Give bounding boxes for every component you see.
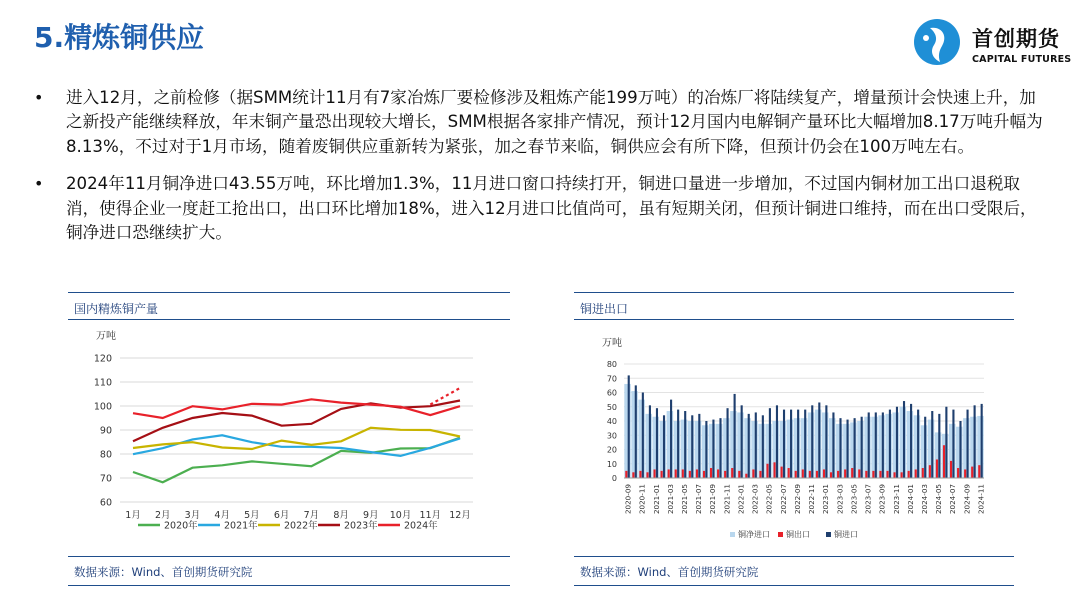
panel-divider [574,585,1014,586]
bar-export [774,462,776,478]
x-tick-label: 2月 [154,510,171,521]
legend-swatch [730,532,735,537]
bar-export [886,471,888,478]
bar-net-import [645,414,651,478]
bar-net-import [836,424,842,478]
bar-import [684,411,686,478]
bar-import [726,408,728,478]
bar-net-import [871,417,877,478]
bar-net-import [857,421,863,478]
bar-export [894,472,896,478]
x-tick-label: 2021-05 [680,484,689,515]
panel-divider [574,556,1014,557]
bar-import [804,410,806,478]
x-tick-label: 1月 [125,510,141,521]
refined-copper-line-chart [68,320,510,556]
bar-export [646,472,648,478]
x-tick-label: 2022-01 [736,484,746,515]
bar-import [846,420,848,478]
legend-label: 2021年 [224,520,258,532]
x-tick-label: 2022-05 [764,484,774,515]
copper-trade-bar-chart [574,320,1014,556]
x-tick-label: 2022-03 [750,484,760,515]
bar-net-import [808,412,814,478]
bar-export [703,471,705,478]
bar-export [823,469,825,478]
bar-export [830,472,832,478]
logo-chinese-name: 首创期货 [972,27,1060,51]
bar-export [809,471,811,478]
y-tick-label: 60 [606,388,617,398]
y-tick-label: 80 [606,360,617,369]
bar-export [752,469,754,478]
bar-net-import [638,400,644,478]
bar-import [712,420,714,478]
x-tick-label: 2021-03 [665,484,675,515]
x-tick-label: 2022-09 [792,484,802,515]
x-tick-label: 11月 [419,510,442,521]
bar-export [696,469,698,478]
bar-net-import [935,432,941,478]
y-tick-label: 120 [93,353,112,365]
x-tick-label: 2021-07 [694,484,704,515]
bar-net-import [850,422,856,478]
bar-import [790,410,792,478]
legend-label: 铜净进口 [738,530,770,539]
y-tick-label: 50 [606,402,617,412]
page-title: 5.精炼铜供应 [34,21,205,54]
bar-import [783,410,785,478]
bar-export [632,472,634,478]
bar-import [818,402,820,478]
x-tick-label: 2021-09 [708,484,718,515]
bar-export [759,471,761,478]
bar-export [717,469,719,478]
source-note: 数据来源：Wind、首创期货研究院 [580,565,759,579]
bar-net-import [751,421,757,478]
bar-net-import [970,417,976,478]
bar-import [811,405,813,478]
bar-export [675,469,677,478]
bar-import [910,404,912,478]
bar-net-import [942,434,948,478]
bar-import [896,407,898,478]
x-tick-label: 7月 [303,510,320,521]
panel-divider [68,585,510,586]
bar-import [663,415,665,478]
bullet-item [34,86,1050,159]
bar-net-import [773,421,779,478]
panel-divider [68,292,510,293]
refined-copper-output-panel [68,292,510,586]
x-tick-label: 2023-09 [877,484,887,515]
y-tick-label: 100 [93,401,112,413]
legend-label: 2020年 [164,520,198,532]
legend-label: 2024年 [404,520,438,532]
bar-import [734,394,736,478]
x-tick-label: 2022-11 [807,484,817,515]
bar-import [797,410,799,478]
bar-net-import [843,424,849,478]
bar-export [802,469,804,478]
series-line-2021年 [133,435,460,456]
x-tick-label: 2024-05 [934,484,944,515]
bar-net-import [716,424,722,478]
bar-export [950,461,952,478]
y-axis-unit: 万吨 [96,331,116,342]
bar-export [901,472,903,478]
bar-net-import [702,425,708,478]
bar-export [654,469,656,478]
bar-net-import [893,412,899,478]
bar-export [731,468,733,478]
bar-export [795,471,797,478]
panel-divider [68,556,510,557]
bar-import [924,417,926,478]
x-tick-label: 2020-09 [623,484,633,515]
bar-export [844,469,846,478]
bar-import [917,410,919,478]
bar-net-import [900,407,906,478]
bar-export [964,469,966,478]
x-tick-label: 2023-05 [849,484,859,515]
bar-net-import [928,420,934,478]
bar-import [628,375,630,478]
bar-import [854,418,856,478]
x-tick-label: 9月 [363,510,379,521]
bar-import [903,401,905,478]
bar-import [698,414,700,478]
bar-net-import [744,418,750,478]
bar-export [766,464,768,478]
bar-net-import [907,411,913,478]
bar-net-import [878,415,884,478]
bar-export [639,471,641,478]
bar-import [719,418,721,478]
capital-futures-logo-icon [912,18,964,66]
bar-import [776,405,778,478]
y-tick-label: 20 [606,445,617,455]
legend-label: 铜进口 [834,530,858,539]
bar-net-import [794,418,800,478]
bar-net-import [660,421,666,478]
bar-import [656,408,658,478]
bar-export [816,471,818,478]
bar-net-import [681,420,687,478]
company-logo [912,18,1072,70]
bullet-dot-icon: • [34,174,44,194]
bar-export [929,465,931,478]
y-tick-label: 60 [99,497,112,509]
bar-export [738,471,740,478]
bar-net-import [730,411,736,478]
bullet-text: 进入12月，之前检修（据SMM统计11月有7家冶炼厂要检修涉及粗炼产能199万吨）的冶炼厂将陆续复产，增量预计会快速上升，加之新投产能继续释放，年末铜产量恐出现较大增长，SMM根据各家排产情况，预计12月国内电解铜产量环比大幅增加8.17万吨升幅为8.13%，不过对于1月市场，随着废铜供应重新转为紧张，加之春节来临，铜供应会有所下降，但预计仍会在100万吨左右。 [66,88,1043,156]
series-line-2023年 [133,401,460,442]
logo-english-name: CAPITAL FUTURES [972,54,1072,65]
panel-divider [574,292,1014,293]
bar-net-import [914,415,920,478]
bar-import [875,412,877,478]
x-tick-label: 8月 [333,510,349,521]
x-tick-label: 12月 [449,510,471,521]
bar-export [710,468,712,478]
bar-export [689,471,691,478]
y-axis-unit: 万吨 [602,338,622,349]
y-tick-label: 110 [93,377,112,389]
y-tick-label: 70 [606,374,617,384]
bar-import [635,385,637,478]
y-tick-label: 90 [99,425,112,437]
bar-import [642,393,644,479]
bar-export [724,471,726,478]
bar-net-import [624,384,630,478]
bar-net-import [921,425,927,478]
bar-export [971,467,973,478]
bar-net-import [688,421,694,478]
x-tick-label: 10月 [389,510,412,521]
bar-export [661,471,663,478]
bar-export [837,471,839,478]
x-tick-label: 2021-01 [651,484,661,515]
copper-trade-panel [574,292,1014,586]
bullet-item [34,172,1050,245]
x-tick-label: 2020-11 [637,484,647,515]
bar-net-import [631,391,637,478]
source-note: 数据来源：Wind、首创期货研究院 [74,565,253,579]
x-tick-label: 2024-07 [948,484,958,515]
bar-import [705,421,707,478]
bar-import [748,414,750,478]
bar-net-import [885,414,891,478]
bar-net-import [765,424,771,478]
bullet-list [34,86,1050,258]
x-tick-label: 3月 [184,510,201,521]
bar-net-import [758,424,764,478]
bar-net-import [864,417,870,478]
legend-swatch [826,532,831,537]
bar-net-import [723,418,729,478]
bar-import [952,410,954,478]
x-tick-label: 4月 [214,510,230,521]
bar-net-import [956,427,962,478]
bar-import [868,412,870,478]
bar-import [882,412,884,478]
bar-import [677,410,679,478]
bar-export [788,468,790,478]
bar-export [922,468,924,478]
bar-net-import [667,411,673,478]
y-tick-label: 10 [606,459,617,469]
legend-label: 铜出口 [786,530,810,539]
bar-import [769,408,771,478]
x-tick-label: 2024-03 [920,484,929,515]
bar-net-import [653,417,659,478]
bar-export [872,471,874,478]
bar-net-import [709,424,715,478]
bar-import [691,415,693,478]
bar-import [889,410,891,478]
bar-import [825,405,827,478]
bar-import [974,405,976,478]
x-tick-label: 2022-07 [778,484,788,515]
bar-export [865,471,867,478]
bar-export [957,468,959,478]
bar-export [625,471,627,478]
panel-title: 铜进出口 [580,302,629,316]
panel-title: 国内精炼铜产量 [74,302,159,316]
legend-label: 2022年 [284,520,318,532]
bar-import [832,412,834,478]
bar-export [936,459,938,478]
bar-import [762,415,764,478]
y-tick-label: 0 [611,474,617,483]
x-tick-label: 2024-11 [976,484,986,515]
bar-net-import [815,410,821,478]
x-tick-label: 2021-11 [722,484,732,515]
x-tick-label: 2023-07 [863,484,873,515]
y-tick-label: 40 [606,417,617,426]
bar-export [668,469,670,478]
bar-net-import [780,421,786,478]
bar-import [966,410,968,478]
bar-import [945,407,947,478]
bar-export [908,471,910,478]
series-line-2024年 [133,399,460,418]
bar-import [861,417,863,478]
bar-import [741,405,743,478]
bar-net-import [695,421,701,478]
bar-export [851,468,853,478]
bar-net-import [963,418,969,478]
bar-export [915,469,917,478]
bar-net-import [737,412,743,478]
x-tick-label: 2023-03 [835,484,845,515]
y-tick-label: 30 [606,431,617,441]
bar-export [879,471,881,478]
bar-import [649,405,651,478]
bar-export [858,469,860,478]
series-line-2020年 [133,438,460,483]
legend-swatch [778,532,783,537]
bullet-dot-icon: • [34,88,44,107]
x-tick-label: 2023-11 [891,484,901,515]
bar-import [670,400,672,478]
bar-import [959,421,961,478]
bar-export [682,469,684,478]
y-tick-label: 70 [99,473,112,485]
bar-net-import [787,420,793,478]
x-tick-label: 2024-09 [962,484,972,515]
bar-net-import [829,418,835,478]
bar-import [755,412,757,478]
bar-net-import [674,421,680,478]
bar-import [938,414,940,478]
bar-net-import [949,424,955,478]
bullet-text: 2024年11月铜净进口43.55万吨，环比增加1.3%，11月进口窗口持续打开，铜进口量进一步增加，不过国内铜材加工出口退税取消，使得企业一度赶工抢出口，出口环比增加18%，进入12月进口比值尚可，虽有短期关闭，但预计铜进口维持，而在出口受限后，铜净进口恐继续扩大。 [66,174,1037,243]
x-tick-label: 2024-01 [905,484,915,515]
x-tick-label: 6月 [273,510,290,521]
bar-net-import [801,418,807,478]
bar-net-import [822,412,828,478]
x-tick-label: 2023-01 [821,484,831,515]
bar-import [981,404,983,478]
bar-export [781,467,783,478]
bar-export [978,465,980,478]
y-tick-label: 80 [99,449,112,461]
x-tick-label: 5月 [244,510,260,521]
bar-export [943,445,945,478]
bar-import [839,418,841,478]
bar-net-import [977,416,983,478]
legend-label: 2023年 [344,520,378,532]
bar-export [745,474,747,478]
bar-import [931,411,933,478]
